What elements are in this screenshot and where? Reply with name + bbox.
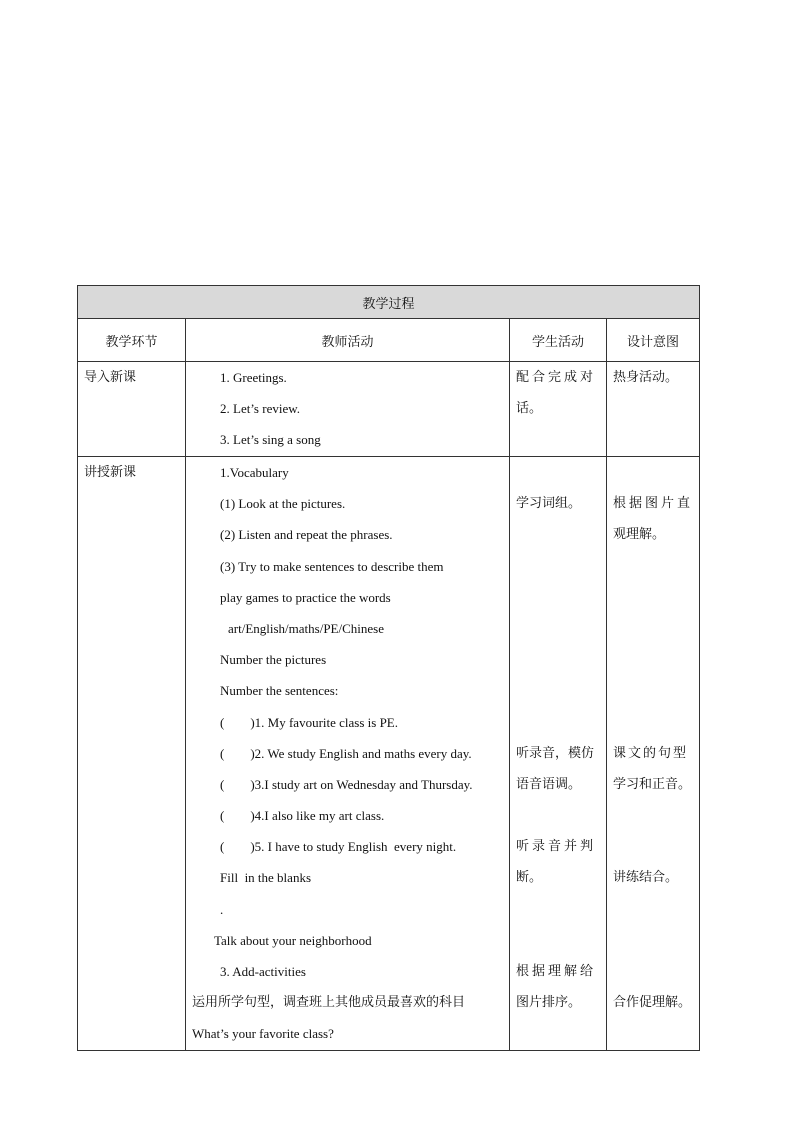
row1-student-line: 话。 (516, 401, 543, 417)
row2-teacher-line: Talk about your neighborhood (214, 932, 372, 948)
row2-design-line: 合作促理解。 (613, 995, 692, 1011)
row2-teacher-line: Number the sentences: (220, 683, 339, 699)
row2-teacher-line: . (220, 901, 224, 917)
row2-teacher-cell (186, 457, 510, 1051)
row2-teacher-line: ( )2. We study English and maths every day. (220, 745, 472, 761)
row2-design-line: 学习和正音。 (613, 776, 692, 792)
row2-teacher-line: Number the pictures (220, 652, 327, 668)
row2-teacher-line: (2) Listen and repeat the phrases. (220, 527, 393, 543)
row1-stage-cell (78, 362, 186, 457)
row2-teacher-line: What’s your favorite class? (192, 1026, 334, 1042)
row2-teacher-line: (1) Look at the pictures. (220, 496, 346, 512)
row2-teacher-line: 3. Add-activities (220, 964, 306, 979)
table-row (78, 457, 700, 1051)
table-row (78, 362, 700, 457)
header-stage: 教学环节 (78, 319, 186, 362)
row2-design-line: 观理解。 (613, 527, 666, 543)
row2-student-line: 断。 (516, 870, 543, 886)
row2-student-line: 听录音，模仿 (516, 745, 595, 761)
row1-teacher-line: 2. Let’s review. (220, 401, 301, 417)
row2-teacher-line: 运用所学句型，调查班上其他成员最喜欢的科目 (192, 995, 466, 1011)
row2-teacher-line: ( )5. I have to study English every night. (220, 839, 457, 855)
row1-student-line: 配合完成对 (516, 370, 597, 385)
row2-student-line: 语音语调。 (516, 776, 582, 792)
header-teacher-activity: 教师活动 (186, 319, 510, 362)
row2-teacher-line: Fill in the blanks (220, 870, 311, 886)
row1-teacher-cell (186, 362, 510, 457)
row2-teacher-line: ( )1. My favourite class is PE. (220, 714, 399, 730)
row2-teacher-line: play games to practice the words (220, 589, 391, 605)
row2-stage-cell (78, 457, 186, 1051)
table-title: 教学过程 (78, 286, 700, 319)
row1-design-cell (607, 362, 700, 457)
row2-teacher-line: 1.Vocabulary (220, 465, 289, 480)
row2-student-line: 听录音并判 (516, 839, 597, 855)
row2-design-line: 课文的句型 (613, 745, 689, 761)
row2-student-line: 学习词组。 (516, 496, 582, 512)
row1-teacher-line: 3. Let’s sing a song (220, 432, 321, 448)
row2-design-cell (607, 457, 700, 1051)
header-design-intent: 设计意图 (607, 319, 700, 362)
row1-student-cell (510, 362, 607, 457)
row2-teacher-line: ( )4.I also like my art class. (220, 808, 385, 824)
teaching-process-table (77, 285, 700, 1051)
row1-design-line: 热身活动。 (613, 370, 679, 385)
row1-teacher-line: 1. Greetings. (220, 370, 287, 385)
row2-stage: 讲授新课 (84, 465, 137, 480)
row2-student-cell (510, 457, 607, 1051)
row2-design-line: 根据图片直 (613, 496, 694, 512)
row2-teacher-line: art/English/maths/PE/Chinese (228, 620, 384, 636)
row2-student-line: 图片排序。 (516, 995, 582, 1011)
row2-teacher-line: (3) Try to make sentences to describe them (220, 558, 444, 574)
row2-teacher-line: ( )3.I study art on Wednesday and Thursday. (220, 776, 473, 792)
row1-stage: 导入新课 (84, 370, 137, 385)
row2-design-line: 讲练结合。 (613, 870, 679, 886)
header-student-activity: 学生活动 (510, 319, 607, 362)
row2-student-line: 根据理解给 (516, 964, 597, 979)
